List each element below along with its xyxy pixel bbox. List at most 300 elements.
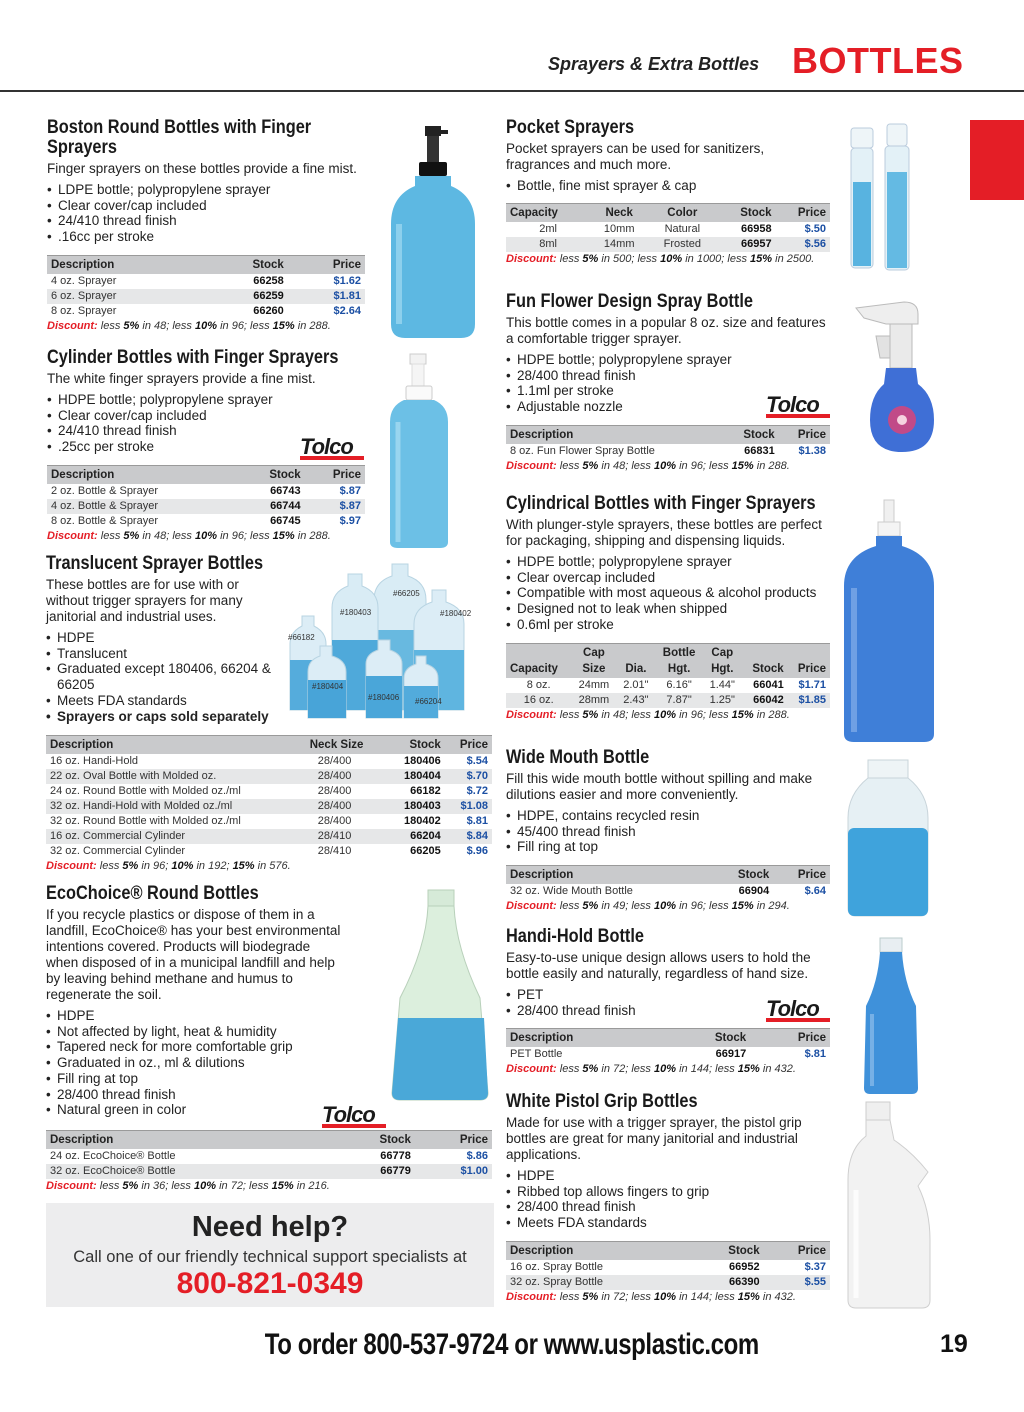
feature-item: • 45/400 thread finish — [506, 824, 830, 840]
discount-note — [506, 1063, 830, 1076]
image-label: #180404 — [312, 682, 344, 691]
stock-cell: 66182 — [386, 784, 444, 799]
discount-percent: 15% — [272, 529, 295, 542]
stock-cell: 66952 — [691, 1260, 763, 1275]
feature-item: • HDPE — [46, 1008, 492, 1024]
column-header: Price — [788, 660, 830, 678]
table-row[interactable] — [46, 784, 492, 799]
discount-text: in 288. — [756, 459, 790, 472]
discount-text: in 1000; less — [685, 252, 747, 265]
table-row[interactable] — [46, 799, 492, 814]
discount-text: in 192; — [196, 860, 230, 873]
stock-cell: 66744 — [239, 499, 305, 514]
footer-order-line[interactable]: To order 800-537-9724 or www.usplastic.com — [264, 1328, 760, 1361]
discount-label: Discount: — [506, 1290, 557, 1303]
table-row[interactable] — [46, 814, 492, 829]
feature-item: • Fill ring at top — [506, 839, 830, 855]
table-row[interactable] — [47, 499, 365, 514]
discount-text: in 96; less — [220, 319, 270, 332]
table-cell: 8 oz. Bottle & Sprayer — [47, 514, 239, 529]
column-header: Stock — [712, 866, 774, 885]
tolco-logo: Tolco — [766, 996, 830, 1022]
feature-list — [506, 554, 830, 633]
discount-label: Discount: — [506, 900, 557, 913]
cylinder-sprayer-image — [380, 352, 460, 552]
cylindrical-bottle-image — [840, 496, 940, 746]
table-cell: 32 oz. EcoChoice® Bottle — [46, 1164, 331, 1179]
discount-label: Discount: — [506, 459, 557, 472]
boston-round-section — [47, 118, 365, 333]
table-cell: 8 oz. — [506, 678, 571, 693]
table-cell: 7.87" — [655, 693, 702, 708]
column-header: Description — [506, 866, 712, 885]
discount-percent: 10% — [171, 860, 194, 873]
stock-cell: 66390 — [691, 1275, 763, 1290]
feature-item: • Meets FDA standards — [506, 1215, 830, 1231]
discount-percent: 10% — [653, 900, 677, 913]
feature-item: • HDPE — [46, 630, 286, 646]
discount-percent: 15% — [271, 1179, 294, 1192]
column-header: Description — [47, 465, 239, 484]
discount-text: in 48; less — [601, 708, 651, 721]
discount-text: in 144; less — [679, 1290, 735, 1303]
table-cell: 6.16" — [655, 678, 702, 693]
feature-item: • .16cc per stroke — [47, 229, 365, 245]
header-divider — [0, 90, 1024, 92]
feature-item: • Natural green in color — [46, 1102, 492, 1118]
table-cell: 16 oz. — [506, 693, 571, 708]
discount-text: in 500; less — [601, 252, 658, 265]
price-cell: $.81 — [445, 814, 492, 829]
wide-mouth-bottle-image — [842, 758, 934, 918]
discount-text: less — [559, 459, 580, 472]
feature-item: • Clear cover/cap included — [47, 198, 365, 214]
ecochoice-bottle-image — [388, 888, 493, 1103]
table-cell: 16 oz. Commercial Cylinder — [46, 829, 306, 844]
feature-list — [506, 1168, 830, 1231]
section-description: This bottle comes in a popular 8 oz. size and features a comfortable trigger sprayer. — [506, 315, 826, 346]
feature-item: • Clear overcap included — [506, 570, 830, 586]
price-cell: $2.64 — [288, 304, 365, 319]
discount-text: less — [559, 252, 580, 265]
column-header: Description — [506, 1241, 691, 1260]
fun-flower-spray-bottle-image — [846, 296, 936, 456]
stock-cell: 180402 — [386, 814, 444, 829]
table-cell: 28/400 — [306, 784, 387, 799]
image-label: #180402 — [440, 609, 472, 618]
image-label: #66182 — [288, 633, 315, 642]
discount-text: in 576. — [257, 860, 291, 873]
table-cell: Natural — [648, 222, 716, 237]
column-header: Price — [773, 866, 830, 885]
discount-text: less — [100, 529, 121, 542]
column-header: Price — [764, 1241, 830, 1260]
table-row[interactable] — [506, 237, 830, 252]
table-cell: 28/400 — [306, 814, 387, 829]
section-description: These bottles are for use with or without trigger sprayers for many janitorial and industrial uses. — [46, 577, 243, 624]
discount-percent: 5% — [582, 708, 599, 721]
discount-note — [506, 253, 830, 266]
price-cell: $.86 — [415, 1149, 492, 1164]
price-cell: $.87 — [305, 484, 365, 499]
table-row[interactable] — [47, 274, 365, 289]
discount-text: less — [100, 319, 121, 332]
table-cell: 10mm — [590, 222, 648, 237]
stock-cell: 66917 — [663, 1047, 750, 1062]
feature-list — [46, 630, 286, 709]
stock-cell: 180406 — [386, 754, 444, 769]
price-cell: $.72 — [445, 784, 492, 799]
discount-percent: 15% — [232, 860, 255, 873]
column-header: Cap — [703, 643, 742, 660]
table-row[interactable] — [46, 769, 492, 784]
table-cell: 32 oz. Spray Bottle — [506, 1275, 691, 1290]
column-header — [616, 643, 655, 660]
boston-round-sprayer-image — [385, 124, 480, 344]
table-row[interactable] — [506, 1047, 830, 1062]
column-header: Description — [506, 425, 723, 444]
table-cell: 2 oz. Bottle & Sprayer — [47, 484, 239, 499]
table-cell: 16 oz. Spray Bottle — [506, 1260, 691, 1275]
table-cell: 4 oz. Sprayer — [47, 274, 204, 289]
table-cell: 1.25" — [703, 693, 742, 708]
table-row[interactable] — [47, 514, 365, 529]
product-table — [46, 1130, 492, 1179]
table-row[interactable] — [46, 1149, 492, 1164]
section-description: Finger sprayers on these bottles provide a fine mist. — [47, 161, 357, 176]
feature-item: • Sprayers or caps sold separately — [46, 709, 492, 725]
column-header: Stock — [386, 736, 444, 755]
section-subtitle: Sprayers & Extra Bottles — [548, 54, 760, 74]
table-row[interactable] — [47, 304, 365, 319]
table-cell: PET Bottle — [506, 1047, 663, 1062]
cylindrical-section — [506, 494, 830, 722]
page-title: BOTTLES — [792, 40, 964, 81]
column-header: Stock — [663, 1029, 750, 1048]
price-cell: $.50 — [776, 222, 830, 237]
product-table — [47, 465, 365, 529]
column-header: Stock — [716, 203, 775, 222]
discount-text: in 72; less — [601, 1063, 651, 1076]
table-cell: 32 oz. Round Bottle with Molded oz./ml — [46, 814, 306, 829]
column-header: Neck — [590, 203, 648, 222]
discount-text: less — [559, 1063, 580, 1076]
pocket-section — [506, 118, 830, 266]
column-header: Hgt. — [703, 660, 742, 678]
product-table — [506, 865, 830, 899]
price-cell: $1.85 — [788, 693, 830, 708]
column-header: Stock — [691, 1241, 763, 1260]
discount-percent: 10% — [194, 529, 218, 542]
pocket-sprayers-image — [845, 122, 925, 278]
discount-percent: 5% — [582, 900, 599, 913]
column-header: Description — [46, 1130, 331, 1149]
price-cell: $1.38 — [779, 444, 830, 459]
discount-text: in 96; — [141, 860, 169, 873]
column-header: Dia. — [616, 660, 655, 678]
column-header: Price — [779, 425, 830, 444]
section-tab — [970, 120, 1024, 200]
column-header: Stock — [331, 1130, 415, 1149]
discount-text: in 288. — [297, 529, 331, 542]
table-row[interactable] — [47, 484, 365, 499]
table-row[interactable] — [506, 1275, 830, 1290]
section-title: Pocket Sprayers — [506, 117, 635, 138]
feature-item: • 24/410 thread finish — [47, 213, 365, 229]
table-cell: 28/410 — [306, 829, 387, 844]
column-header: Stock — [239, 465, 305, 484]
discount-text: in 36; less — [141, 1179, 191, 1192]
discount-percent: 10% — [660, 252, 683, 265]
feature-item: • Translucent — [46, 646, 286, 662]
feature-item: • Meets FDA standards — [46, 693, 286, 709]
feature-item: • 0.6ml per stroke — [506, 617, 830, 633]
page-number: 19 — [940, 1330, 968, 1358]
stock-cell: 66743 — [239, 484, 305, 499]
discount-text: in 72; less — [219, 1179, 269, 1192]
discount-percent: 5% — [582, 1063, 599, 1076]
feature-item: • 28/400 thread finish — [506, 368, 830, 384]
product-table — [506, 1241, 830, 1290]
discount-percent: 10% — [653, 1290, 677, 1303]
product-table — [506, 1028, 830, 1062]
feature-item: • 28/400 thread finish — [506, 1199, 830, 1215]
table-row[interactable] — [506, 884, 830, 899]
column-header: Description — [46, 736, 306, 755]
stock-cell: 66259 — [204, 289, 288, 304]
section-description: If you recycle plastics or dispose of them in a landfill, EcoChoice® has your best environmental intentions covered. Products will biodegrade when disposed of in a municipal landfill and help by leaving behind methane and humus to regenerate the soil. — [46, 907, 341, 1002]
feature-item: • Tapered neck for more comfortable grip — [46, 1039, 492, 1055]
table-row[interactable] — [46, 754, 492, 769]
table-cell: 6 oz. Sprayer — [47, 289, 204, 304]
feature-item: • Compatible with most aqueous & alcohol products — [506, 585, 830, 601]
discount-note — [47, 530, 365, 543]
table-row[interactable] — [506, 678, 830, 693]
feature-item: • Ribbed top allows fingers to grip — [506, 1184, 830, 1200]
stock-cell: 66205 — [386, 844, 444, 859]
feature-item: • HDPE bottle; polypropylene sprayer — [506, 352, 830, 368]
discount-label: Discount: — [506, 1063, 557, 1076]
table-cell: 24 oz. EcoChoice® Bottle — [46, 1149, 331, 1164]
column-header: Price — [776, 203, 830, 222]
table-cell: 1.44" — [703, 678, 742, 693]
discount-text: in 216. — [296, 1179, 330, 1192]
table-cell: 2.01" — [616, 678, 655, 693]
discount-percent: 5% — [123, 529, 140, 542]
stock-cell: 66258 — [204, 274, 288, 289]
tolco-logo: Tolco — [766, 392, 830, 418]
price-cell: $.96 — [445, 844, 492, 859]
discount-percent: 5% — [123, 319, 140, 332]
feature-item: • LDPE bottle; polypropylene sprayer — [47, 182, 365, 198]
table-cell: 24 oz. Round Bottle with Molded oz./ml — [46, 784, 306, 799]
section-title: Cylinder Bottles with Finger Sprayers — [47, 347, 339, 368]
column-header: Price — [750, 1029, 830, 1048]
product-table — [506, 203, 830, 252]
column-header: Description — [47, 255, 204, 274]
column-header: Price — [288, 255, 365, 274]
fun-flower-section — [506, 292, 830, 473]
column-header: Price — [305, 465, 365, 484]
image-label: #66204 — [415, 697, 442, 706]
feature-item: • HDPE bottle; polypropylene sprayer — [506, 554, 830, 570]
discount-text: in 72; less — [601, 1290, 651, 1303]
feature-list — [506, 178, 830, 194]
column-header: Color — [648, 203, 716, 222]
column-header: Capacity — [506, 203, 590, 222]
column-header — [788, 643, 830, 660]
discount-text: in 48; less — [142, 529, 192, 542]
table-row[interactable] — [506, 1260, 830, 1275]
discount-label: Discount: — [47, 319, 98, 332]
section-title: Boston Round Bottles with Finger Sprayers — [47, 117, 312, 158]
stock-cell: 66958 — [716, 222, 775, 237]
column-header: Price — [445, 736, 492, 755]
discount-percent: 15% — [731, 459, 754, 472]
discount-percent: 5% — [582, 459, 599, 472]
wide-mouth-section — [506, 748, 830, 913]
feature-item: • HDPE bottle; polypropylene sprayer — [47, 392, 365, 408]
table-row[interactable] — [46, 844, 492, 859]
product-table — [506, 643, 830, 708]
price-cell: $1.62 — [288, 274, 365, 289]
product-table — [506, 425, 830, 459]
price-cell: $.55 — [764, 1275, 830, 1290]
feature-list — [506, 808, 830, 855]
stock-cell: 66260 — [204, 304, 288, 319]
discount-text: less — [559, 708, 580, 721]
discount-percent: 5% — [122, 860, 139, 873]
stock-cell: 66204 — [386, 829, 444, 844]
section-description: The white finger sprayers provide a fine mist. — [47, 371, 316, 386]
discount-label: Discount: — [47, 529, 98, 542]
table-cell: Frosted — [648, 237, 716, 252]
price-cell: $1.71 — [788, 678, 830, 693]
discount-text: in 96; less — [679, 900, 729, 913]
product-table — [47, 255, 365, 319]
product-table — [46, 735, 492, 859]
stock-cell: 66041 — [742, 678, 788, 693]
column-header: Size — [571, 660, 616, 678]
help-text: Call one of our friendly technical support specialists at — [73, 1248, 467, 1266]
discount-text: in 432. — [762, 1063, 796, 1076]
section-title: Wide Mouth Bottle — [506, 747, 650, 768]
discount-percent: 5% — [582, 1290, 599, 1303]
discount-percent: 10% — [653, 708, 677, 721]
help-phone[interactable]: 800-821-0349 — [176, 1267, 364, 1300]
table-cell: 16 oz. Handi-Hold — [46, 754, 306, 769]
table-cell: 2ml — [506, 222, 590, 237]
table-row[interactable] — [47, 289, 365, 304]
table-cell: 28/410 — [306, 844, 387, 859]
discount-percent: 15% — [731, 708, 754, 721]
column-header: Hgt. — [655, 660, 702, 678]
table-cell: 14mm — [590, 237, 648, 252]
discount-text: in 96; less — [679, 708, 729, 721]
discount-text: less — [99, 860, 120, 873]
image-label: #66205 — [393, 589, 420, 598]
footer — [0, 1328, 1024, 1362]
discount-note — [506, 1291, 830, 1304]
discount-percent: 10% — [653, 459, 677, 472]
image-label: #180406 — [368, 693, 400, 702]
section-description: Made for use with a trigger sprayer, the pistol grip bottles are great for many janitorial and industrial applications. — [506, 1115, 802, 1162]
discount-label: Discount: — [46, 1179, 97, 1192]
discount-percent: 15% — [731, 900, 754, 913]
column-header: Stock — [723, 425, 779, 444]
section-description: Easy-to-use unique design allows users to hold the bottle easily and naturally, regardless of hand size. — [506, 950, 811, 981]
table-cell: 32 oz. Commercial Cylinder — [46, 844, 306, 859]
price-cell: $.56 — [776, 237, 830, 252]
price-cell: $.97 — [305, 514, 365, 529]
discount-text: in 294. — [756, 900, 790, 913]
stock-cell: 66904 — [712, 884, 774, 899]
image-label: #180403 — [340, 608, 372, 617]
discount-text: in 96; less — [679, 459, 729, 472]
section-title: White Pistol Grip Bottles — [506, 1091, 698, 1112]
stock-cell: 66745 — [239, 514, 305, 529]
feature-item: • Adjustable nozzle — [506, 399, 830, 415]
section-title: Handi-Hold Bottle — [506, 926, 644, 947]
feature-item: • 28/400 thread finish — [506, 1003, 830, 1019]
stock-cell: 66831 — [723, 444, 779, 459]
discount-percent: 15% — [737, 1063, 760, 1076]
discount-text: in 48; less — [601, 459, 651, 472]
feature-item: • PET — [506, 987, 830, 1003]
price-cell: $.70 — [445, 769, 492, 784]
discount-text: in 48; less — [142, 319, 192, 332]
stock-cell: 66957 — [716, 237, 775, 252]
column-header: Neck Size — [306, 736, 387, 755]
discount-note — [506, 460, 830, 473]
feature-item: • 24/410 thread finish — [47, 423, 365, 439]
discount-text: in 288. — [297, 319, 331, 332]
discount-percent: 15% — [737, 1290, 760, 1303]
column-header — [506, 643, 571, 660]
price-cell: $.37 — [764, 1260, 830, 1275]
discount-text: in 144; less — [679, 1063, 735, 1076]
feature-item: • 28/400 thread finish — [46, 1087, 492, 1103]
price-cell: $.81 — [750, 1047, 830, 1062]
table-row[interactable] — [46, 1164, 492, 1179]
price-cell: $.84 — [445, 829, 492, 844]
section-description: Fill this wide mouth bottle without spilling and make dilutions easier and more conveniently. — [506, 771, 813, 802]
table-row[interactable] — [506, 444, 830, 459]
feature-item: • Clear cover/cap included — [47, 408, 365, 424]
discount-percent: 10% — [194, 319, 218, 332]
column-header: Capacity — [506, 660, 571, 678]
price-cell: $.54 — [445, 754, 492, 769]
help-box — [46, 1203, 494, 1307]
feature-item: • Graduated except 180406, 66204 & 66205 — [46, 661, 286, 692]
stock-cell: 66042 — [742, 693, 788, 708]
table-cell: 8 oz. Fun Flower Spray Bottle — [506, 444, 723, 459]
column-header — [742, 643, 788, 660]
discount-text: in 288. — [756, 708, 790, 721]
feature-item: • 1.1ml per stroke — [506, 383, 830, 399]
price-cell: $.87 — [305, 499, 365, 514]
discount-text: less — [559, 900, 580, 913]
table-cell: 8ml — [506, 237, 590, 252]
discount-label: Discount: — [506, 252, 557, 265]
table-row[interactable] — [506, 693, 830, 708]
table-row[interactable] — [46, 829, 492, 844]
table-row[interactable] — [506, 222, 830, 237]
discount-label: Discount: — [46, 860, 97, 873]
discount-percent: 10% — [653, 1063, 677, 1076]
table-cell: 24mm — [571, 678, 616, 693]
table-cell: 28mm — [571, 693, 616, 708]
